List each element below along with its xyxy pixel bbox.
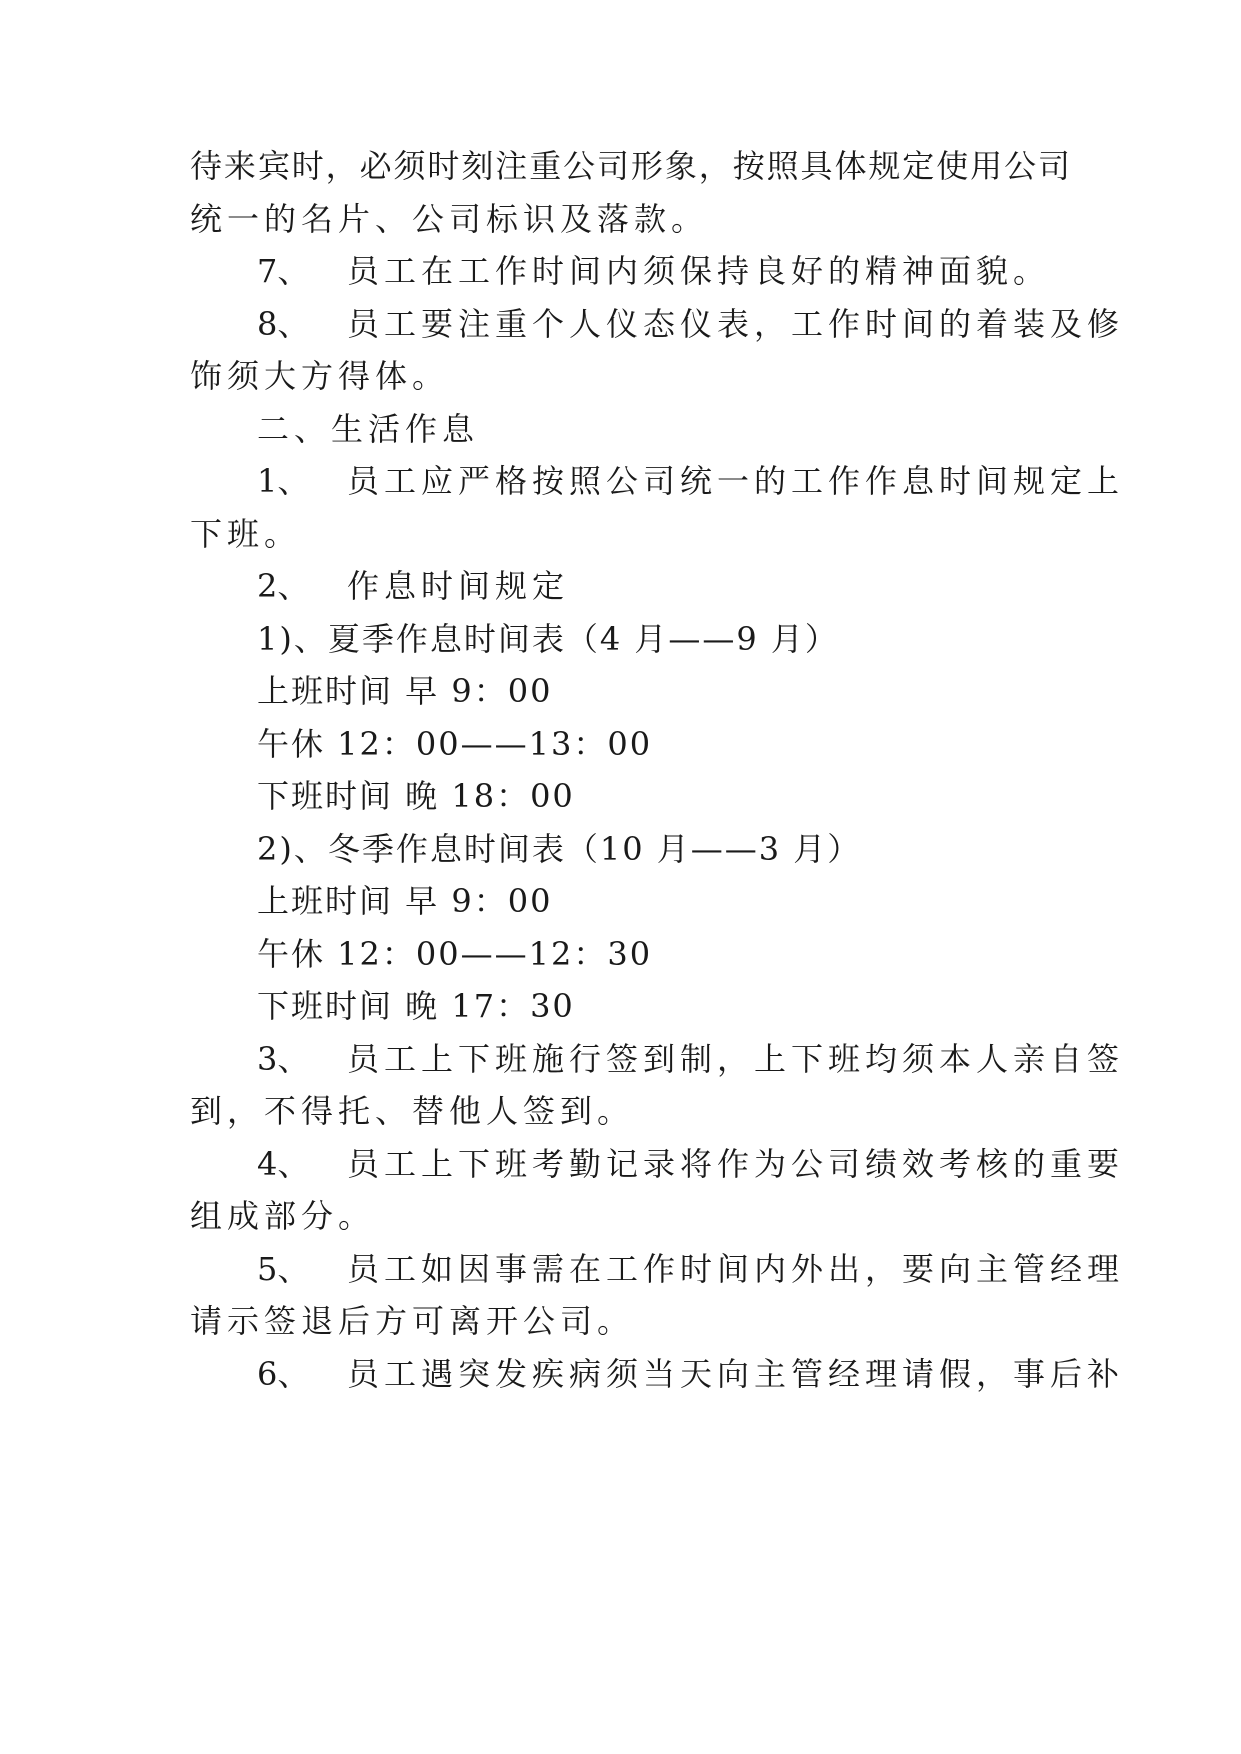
list-number: 3、 bbox=[257, 1040, 310, 1078]
schedule-row: 上班时间 早 9：00 bbox=[257, 672, 553, 710]
list-text: 员工遇突发疾病须当天向主管经理请假，事后补 bbox=[347, 1355, 1125, 1393]
list-item-3 bbox=[257, 1039, 1137, 1079]
list-number: 1、 bbox=[257, 462, 310, 500]
list-item-7 bbox=[257, 251, 1137, 291]
paragraph-line: 请示签退后方可离开公司。 bbox=[190, 1302, 635, 1340]
list-number: 6、 bbox=[257, 1355, 310, 1393]
list-item-6 bbox=[257, 1354, 1137, 1394]
list-text: 员工上下班施行签到制，上下班均须本人亲自签 bbox=[347, 1040, 1125, 1078]
paragraph-line: 统一的名片、公司标识及落款。 bbox=[190, 200, 709, 238]
list-number: 8、 bbox=[257, 305, 310, 343]
schedule-row: 午休 12：00——13：00 bbox=[257, 725, 653, 763]
list-text: 员工如因事需在工作时间内外出，要向主管经理 bbox=[347, 1250, 1125, 1288]
paragraph-line: 下班。 bbox=[190, 515, 302, 553]
list-text: 作息时间规定 bbox=[347, 567, 570, 605]
list-item-2 bbox=[257, 566, 1137, 606]
list-number: 4、 bbox=[257, 1145, 310, 1183]
list-item-8 bbox=[257, 304, 1137, 344]
list-text: 员工要注重个人仪态仪表，工作时间的着装及修 bbox=[347, 305, 1125, 343]
paragraph-line: 待来宾时，必须时刻注重公司形象，按照具体规定使用公司 bbox=[190, 147, 1070, 185]
schedule-title: 1)、夏季作息时间表（4 月——9 月） bbox=[257, 620, 839, 658]
list-text: 员工应严格按照公司统一的工作作息时间规定上 bbox=[347, 462, 1125, 500]
list-text: 员工上下班考勤记录将作为公司绩效考核的重要 bbox=[347, 1145, 1125, 1183]
list-text: 员工在工作时间内须保持良好的精神面貌。 bbox=[347, 252, 1051, 290]
list-number: 2、 bbox=[257, 567, 310, 605]
schedule-row: 下班时间 晚 18：00 bbox=[257, 777, 575, 815]
list-item-4 bbox=[257, 1144, 1137, 1184]
schedule-row: 上班时间 早 9：00 bbox=[257, 882, 553, 920]
schedule-row: 午休 12：00——12：30 bbox=[257, 935, 653, 973]
paragraph-line: 组成部分。 bbox=[190, 1197, 376, 1235]
list-number: 7、 bbox=[257, 252, 310, 290]
schedule-row: 下班时间 晚 17：30 bbox=[257, 987, 575, 1025]
paragraph-line: 到，不得托、替他人签到。 bbox=[190, 1092, 635, 1130]
list-item-1 bbox=[257, 461, 1137, 501]
schedule-title: 2)、冬季作息时间表（10 月——3 月） bbox=[257, 830, 862, 868]
section-heading: 二、生活作息 bbox=[257, 410, 480, 448]
paragraph-line: 饰须大方得体。 bbox=[190, 357, 450, 395]
list-item-5 bbox=[257, 1249, 1137, 1289]
list-number: 5、 bbox=[257, 1250, 310, 1288]
